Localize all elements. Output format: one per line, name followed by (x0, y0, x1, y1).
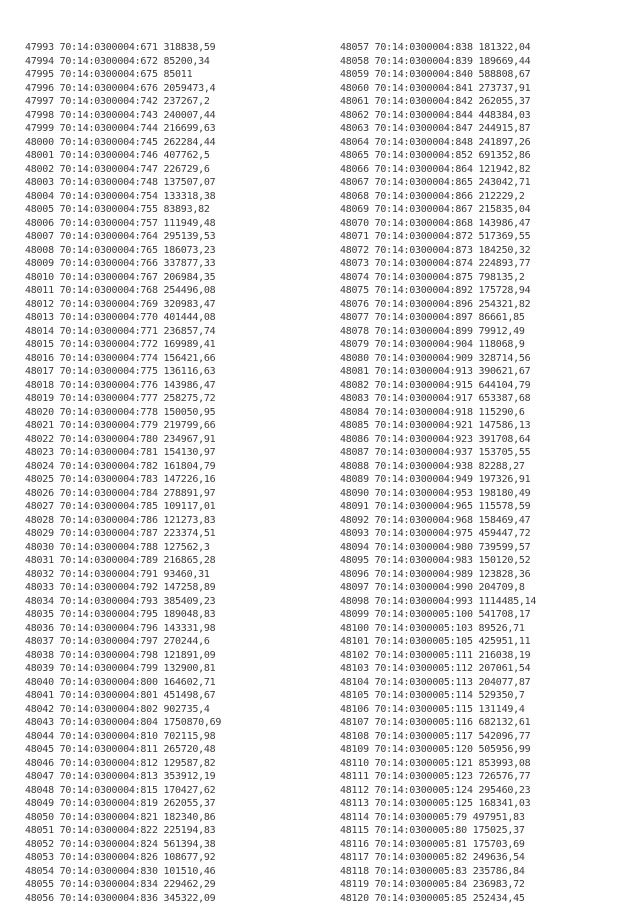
data-row: 48083 70:14:0300004:917 653387,68 (340, 393, 531, 404)
data-row: 48045 70:14:0300004:811 265720,48 (25, 744, 216, 755)
data-row: 48116 70:14:0300005:81 175703,69 (340, 838, 525, 850)
data-row: 48039 70:14:0300004:799 132900,81 (25, 663, 216, 674)
data-row: 48077 70:14:0300004:897 86661,85 (340, 312, 525, 323)
data-row: 48090 70:14:0300004:953 198180,49 (340, 487, 531, 499)
data-row: 48030 70:14:0300004:788 127562,3 (25, 541, 210, 553)
data-row: 48013 70:14:0300004:770 401444,08 (25, 312, 216, 323)
data-row: 48034 70:14:0300004:793 385409,23 (25, 595, 216, 607)
data-row: 48088 70:14:0300004:938 82288,27 (340, 460, 525, 472)
data-row: 48089 70:14:0300004:949 197326,91 (340, 474, 531, 485)
data-row: 48087 70:14:0300004:937 153705,55 (340, 447, 531, 458)
data-row: 48029 70:14:0300004:787 223374,51 (25, 528, 216, 539)
data-row: 47999 70:14:0300004:744 216699,63 (25, 123, 216, 134)
data-row: 47995 70:14:0300004:675 85011 (25, 69, 193, 80)
data-row: 48070 70:14:0300004:868 143986,47 (340, 217, 531, 229)
data-row: 48105 70:14:0300005:114 529350,7 (340, 690, 525, 701)
data-row: 48098 70:14:0300004:993 1114485,14 (340, 595, 537, 607)
data-row: 48072 70:14:0300004:873 184250,32 (340, 244, 531, 256)
data-row: 48046 70:14:0300004:812 129587,82 (25, 757, 216, 769)
data-row: 48107 70:14:0300005:116 682132,61 (340, 717, 531, 728)
data-row: 48114 70:14:0300005:79 497951,83 (340, 811, 525, 823)
data-row: 48058 70:14:0300004:839 189669,44 (340, 55, 531, 67)
data-row: 48086 70:14:0300004:923 391708,64 (340, 433, 531, 445)
data-row: 48066 70:14:0300004:864 121942,82 (340, 163, 531, 175)
data-row: 48081 70:14:0300004:913 390621,67 (340, 366, 531, 377)
data-row: 48112 70:14:0300005:124 295460,23 (340, 784, 531, 796)
data-row: 48000 70:14:0300004:745 262284,44 (25, 136, 216, 148)
data-row: 48009 70:14:0300004:766 337877,33 (25, 258, 216, 269)
data-row: 48031 70:14:0300004:789 216865,28 (25, 555, 216, 566)
data-row: 48099 70:14:0300005:100 541708,17 (340, 609, 531, 620)
data-row: 48007 70:14:0300004:764 295139,53 (25, 231, 216, 242)
data-row: 48073 70:14:0300004:874 224893,77 (340, 258, 531, 269)
data-row: 48019 70:14:0300004:777 258275,72 (25, 393, 216, 404)
data-row: 48033 70:14:0300004:792 147258,89 (25, 582, 216, 593)
data-row: 48043 70:14:0300004:804 1750870,69 (25, 717, 222, 728)
data-row: 48003 70:14:0300004:748 137507,07 (25, 177, 216, 188)
data-row: 48027 70:14:0300004:785 109117,01 (25, 501, 216, 512)
data-row: 48109 70:14:0300005:120 505956,99 (340, 744, 531, 755)
data-row: 48018 70:14:0300004:776 143986,47 (25, 379, 216, 391)
data-row: 48052 70:14:0300004:824 561394,38 (25, 838, 216, 850)
data-row: 48001 70:14:0300004:746 407762,5 (25, 150, 210, 161)
data-row: 48008 70:14:0300004:765 186073,23 (25, 244, 216, 256)
data-row: 48065 70:14:0300004:852 691352,86 (340, 150, 531, 161)
data-row: 48091 70:14:0300004:965 115578,59 (340, 501, 531, 512)
data-row: 48042 70:14:0300004:802 902735,4 (25, 703, 210, 715)
data-row: 48010 70:14:0300004:767 206984,35 (25, 271, 216, 283)
data-row: 48075 70:14:0300004:892 175728,94 (340, 285, 531, 296)
data-row: 48094 70:14:0300004:980 739599,57 (340, 541, 531, 553)
data-row: 48006 70:14:0300004:757 111949,48 (25, 217, 216, 229)
data-row: 48011 70:14:0300004:768 254496,08 (25, 285, 216, 296)
data-row: 48111 70:14:0300005:123 726576,77 (340, 771, 531, 782)
data-row: 47997 70:14:0300004:742 237267,2 (25, 96, 210, 107)
data-row: 48016 70:14:0300004:774 156421,66 (25, 352, 216, 364)
data-row: 48063 70:14:0300004:847 244915,87 (340, 123, 531, 134)
data-row: 48059 70:14:0300004:840 588808,67 (340, 69, 531, 80)
data-row: 48054 70:14:0300004:830 101510,46 (25, 865, 216, 877)
data-row: 48004 70:14:0300004:754 133318,38 (25, 190, 216, 202)
data-row: 48026 70:14:0300004:784 278891,97 (25, 487, 216, 499)
data-row: 48047 70:14:0300004:813 353912,19 (25, 771, 216, 782)
data-row: 48014 70:14:0300004:771 236857,74 (25, 325, 216, 337)
data-row: 47994 70:14:0300004:672 85200,34 (25, 55, 210, 67)
right-column (340, 41, 536, 905)
data-row: 48104 70:14:0300005:113 204077,87 (340, 676, 531, 688)
data-row: 48020 70:14:0300004:778 150050,95 (25, 406, 216, 418)
data-row: 47996 70:14:0300004:676 2059473,4 (25, 82, 216, 94)
data-row: 48060 70:14:0300004:841 273737,91 (340, 82, 531, 94)
data-row: 47998 70:14:0300004:743 240007,44 (25, 109, 216, 121)
data-row: 48056 70:14:0300004:836 345322,09 (25, 892, 216, 904)
data-row: 48036 70:14:0300004:796 143331,98 (25, 622, 216, 634)
data-row: 48041 70:14:0300004:801 451498,67 (25, 690, 216, 701)
left-column (25, 41, 221, 905)
data-row: 48028 70:14:0300004:786 121273,83 (25, 514, 216, 526)
data-row: 48005 70:14:0300004:755 83893,82 (25, 204, 210, 215)
data-row: 48069 70:14:0300004:867 215835,04 (340, 204, 531, 215)
data-row: 48068 70:14:0300004:866 212229,2 (340, 190, 525, 202)
data-row: 48055 70:14:0300004:834 229462,29 (25, 879, 216, 890)
data-row: 48067 70:14:0300004:865 243042,71 (340, 177, 531, 188)
data-row: 48053 70:14:0300004:826 108677,92 (25, 852, 216, 863)
data-row: 48050 70:14:0300004:821 182340,86 (25, 811, 216, 823)
data-row: 48015 70:14:0300004:772 169989,41 (25, 339, 216, 350)
data-row: 48057 70:14:0300004:838 181322,04 (340, 42, 531, 53)
data-row: 48035 70:14:0300004:795 189048,83 (25, 609, 216, 620)
data-row: 48103 70:14:0300005:112 207061,54 (340, 663, 531, 674)
data-row: 48076 70:14:0300004:896 254321,82 (340, 298, 531, 310)
data-row: 48102 70:14:0300005:111 216038,19 (340, 649, 531, 661)
data-row: 48093 70:14:0300004:975 459447,72 (340, 528, 531, 539)
data-row: 48096 70:14:0300004:989 123828,36 (340, 568, 531, 580)
data-row: 48044 70:14:0300004:810 702115,98 (25, 730, 216, 742)
data-row: 48048 70:14:0300004:815 170427,62 (25, 784, 216, 796)
data-row: 48032 70:14:0300004:791 93460,31 (25, 568, 210, 580)
data-row: 48117 70:14:0300005:82 249636,54 (340, 852, 525, 863)
data-row: 48101 70:14:0300005:105 425951,11 (340, 636, 531, 647)
data-row: 48108 70:14:0300005:117 542096,77 (340, 730, 531, 742)
data-row: 48092 70:14:0300004:968 158469,47 (340, 514, 531, 526)
data-row: 48106 70:14:0300005:115 131149,4 (340, 703, 525, 715)
data-row: 48115 70:14:0300005:80 175025,37 (340, 825, 525, 836)
data-row: 48071 70:14:0300004:872 517369,55 (340, 231, 531, 242)
data-row: 48061 70:14:0300004:842 262055,37 (340, 96, 531, 107)
data-row: 48079 70:14:0300004:904 118068,9 (340, 339, 525, 350)
data-row: 48021 70:14:0300004:779 219799,66 (25, 420, 216, 431)
data-row: 48095 70:14:0300004:983 150120,52 (340, 555, 531, 566)
data-row: 48110 70:14:0300005:121 853993,08 (340, 757, 531, 769)
data-row: 48051 70:14:0300004:822 225194,83 (25, 825, 216, 836)
data-row: 47993 70:14:0300004:671 318838,59 (25, 42, 216, 53)
data-row: 48002 70:14:0300004:747 226729,6 (25, 163, 210, 175)
data-row: 48023 70:14:0300004:781 154130,97 (25, 447, 216, 458)
data-row: 48017 70:14:0300004:775 136116,63 (25, 366, 216, 377)
data-row: 48062 70:14:0300004:844 448384,03 (340, 109, 531, 121)
data-row: 48080 70:14:0300004:909 328714,56 (340, 352, 531, 364)
data-row: 48037 70:14:0300004:797 270244,6 (25, 636, 210, 647)
data-row: 48074 70:14:0300004:875 798135,2 (340, 271, 525, 283)
data-row: 48084 70:14:0300004:918 115290,6 (340, 406, 525, 418)
data-row: 48118 70:14:0300005:83 235786,84 (340, 865, 525, 877)
data-row: 48120 70:14:0300005:85 252434,45 (340, 892, 525, 904)
data-row: 48022 70:14:0300004:780 234967,91 (25, 433, 216, 445)
data-row: 48078 70:14:0300004:899 79912,49 (340, 325, 525, 337)
data-row: 48064 70:14:0300004:848 241897,26 (340, 136, 531, 148)
data-row: 48049 70:14:0300004:819 262055,37 (25, 798, 216, 809)
data-row: 48024 70:14:0300004:782 161804,79 (25, 460, 216, 472)
data-row: 48100 70:14:0300005:103 89526,71 (340, 622, 525, 634)
data-row: 48097 70:14:0300004:990 204709,8 (340, 582, 525, 593)
data-row: 48012 70:14:0300004:769 320983,47 (25, 298, 216, 310)
data-row: 48025 70:14:0300004:783 147226,16 (25, 474, 216, 485)
data-row: 48038 70:14:0300004:798 121891,09 (25, 649, 216, 661)
data-row: 48119 70:14:0300005:84 236983,72 (340, 879, 525, 890)
data-row: 48082 70:14:0300004:915 644104,79 (340, 379, 531, 391)
data-row: 48113 70:14:0300005:125 168341,03 (340, 798, 531, 809)
data-row: 48040 70:14:0300004:800 164602,71 (25, 676, 216, 688)
data-row: 48085 70:14:0300004:921 147586,13 (340, 420, 531, 431)
